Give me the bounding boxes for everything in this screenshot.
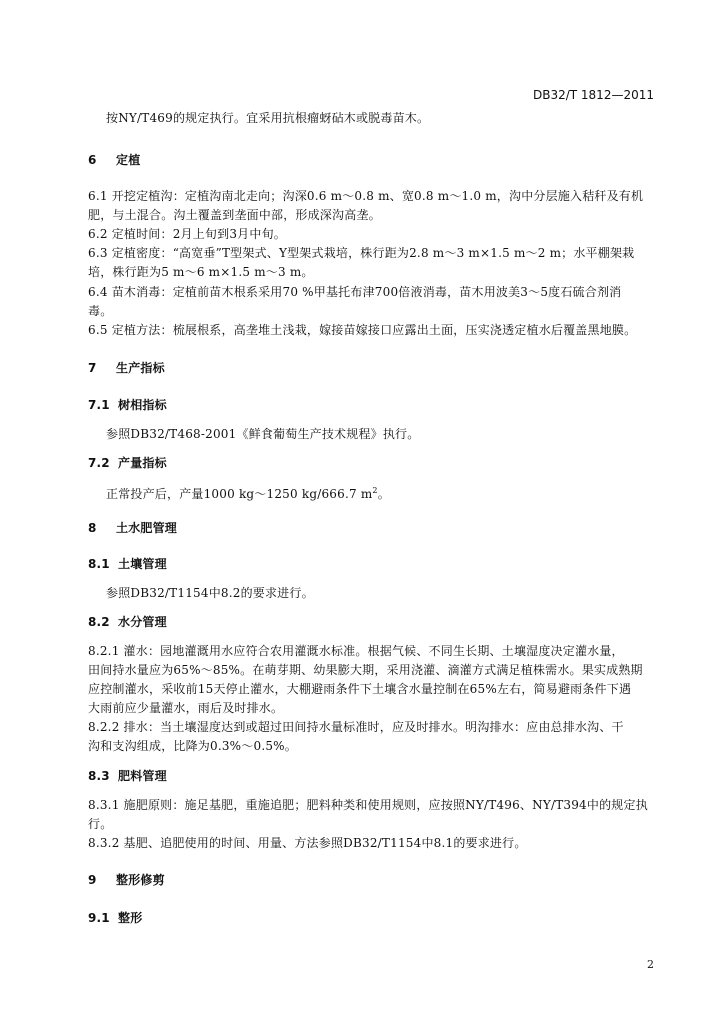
section-6-heading: 6 定植 xyxy=(88,153,141,167)
text-line: 6.1 开挖定植沟：定植沟南北走向；沟深0.6 m～0.8 m、宽0.8 m～1.0 m，沟中分层施入秸秆及有机 xyxy=(88,189,644,203)
section-9-heading: 9 整形修剪 xyxy=(88,873,165,887)
section-9-1-heading: 9.1 整形 xyxy=(88,911,143,925)
text-line: 沟和支沟组成，比降为0.3%～0.5%。 xyxy=(88,739,297,753)
text-line: 正常投产后，产量1000 kg～1250 kg/666.7 $m^2$。 xyxy=(106,486,390,501)
text-line: 大雨前应少量灌水，雨后及时排水。 xyxy=(88,701,284,715)
document-code-header: DB32/T 1812—2011 xyxy=(532,88,654,102)
page-number: 2 xyxy=(647,958,654,971)
text-line: 田间持水量应为65%～85%。在萌芽期、幼果膨大期，采用浇灌、滴灌方式满足植株需水。果实成熟期 xyxy=(88,663,643,677)
text-line: 参照DB32/T468-2001《鲜食葡萄生产技术规程》执行。 xyxy=(106,427,420,441)
text-line: 参照DB32/T1154中8.2的要求进行。 xyxy=(106,586,314,600)
text-line: 培，株行距为5 m～6 m×1.5 m～3 m。 xyxy=(88,265,314,279)
text-line: 6.4 苗木消毒：定植前苗木根系采用70 %甲基托布津700倍液消毒，苗木用波美3～5度石硫合剂消 xyxy=(88,285,622,299)
text-line: 8.2.1 灌水：园地灌溉用水应符合农用灌溉水标准。根据气候、不同生长期、土壤湿度决定灌水量， xyxy=(88,644,624,658)
text-line: 6.3 定植密度：“高宽垂”T型架式、Y型架式栽培，株行距为2.8 m～3 m×1.5 m～2 m；水平棚架栽 xyxy=(88,246,635,260)
text-line: 按NY/T469的规定执行。宜采用抗根瘤蚜砧木或脱毒苗木。 xyxy=(106,111,430,125)
section-7-heading: 7 生产指标 xyxy=(88,361,165,375)
text-line: 肥，与土混合。沟土覆盖到垄面中部，形成深沟高垄。 xyxy=(88,208,381,222)
text-line: 8.3.1 施肥原则：施足基肥，重施追肥；肥料种类和使用规则，应按照NY/T496、NY/T394中的规定执 xyxy=(88,798,648,812)
text-line: 6.5 定植方法：梳展根系，高垄堆土浅栽，嫁接苗嫁接口应露出土面，压实浇透定植水后覆盖黑地膜。 xyxy=(88,323,637,337)
section-8-heading: 8 土水肥管理 xyxy=(88,521,178,535)
text-line: 毒。 xyxy=(88,304,113,318)
text-line: 应控制灌水，采收前15天停止灌水，大棚避雨条件下土壤含水量控制在65%左右，简易避雨条件下遇 xyxy=(88,682,632,696)
text-line: 8.3.2 基肥、追肥使用的时间、用量、方法参照DB32/T1154中8.1的要求进行。 xyxy=(88,836,527,850)
section-7-2-heading: 7.2 产量指标 xyxy=(88,456,167,470)
text-line: 6.2 定植时间：2月上旬到3月中旬。 xyxy=(88,227,286,241)
text-line: 8.2.2 排水：当土壤湿度达到或超过田间持水量标准时，应及时排水。明沟排水：应由总排水沟、干 xyxy=(88,720,624,734)
text-line: 行。 xyxy=(88,817,113,831)
section-8-1-heading: 8.1 土壤管理 xyxy=(88,557,167,571)
section-8-3-heading: 8.3 肥料管理 xyxy=(88,769,167,783)
section-7-1-heading: 7.1 树相指标 xyxy=(88,398,167,412)
section-8-2-heading: 8.2 水分管理 xyxy=(88,615,167,629)
